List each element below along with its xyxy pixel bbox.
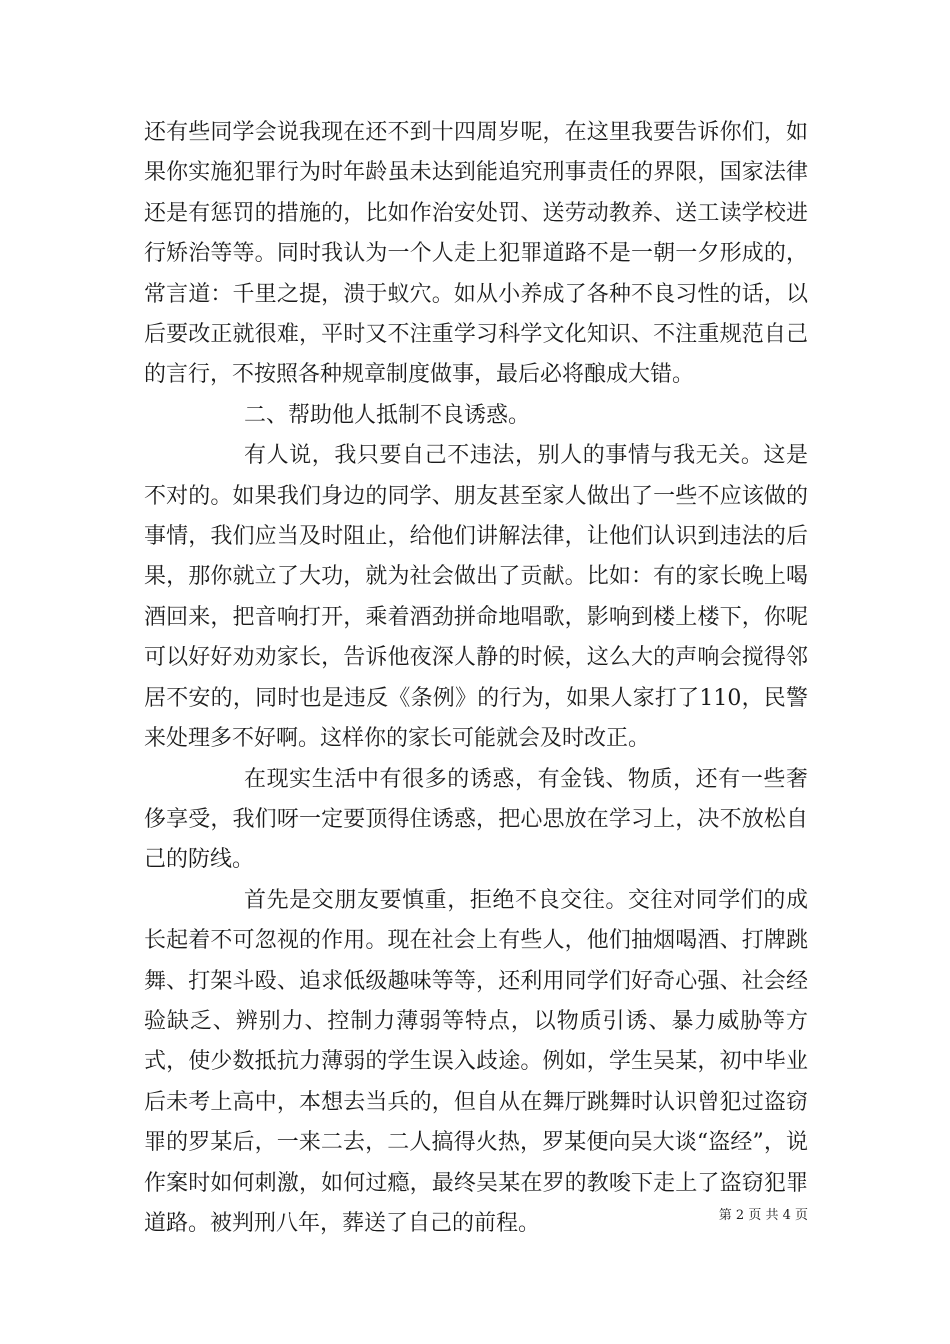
document-body (144, 113, 808, 1244)
page-number-footer: 第 2 页 共 4 页 (718, 1208, 808, 1223)
paragraph-4: 首先是交朋友要慎重，拒绝不良交往。交往对同学们的成长起着不可忽视的作用。现在社会上有些人，他们抽烟喝酒、打牌跳舞、打架斗殴、追求低级趣味等等，还利用同学们好奇心强、社会经验缺乏、辨别力、控制力薄弱等特点，以物质引诱、暴力威胁等方式，使少数抵抗力薄弱的学生误入歧途。例如，学生吴某，初中毕业后未考上高中，本想去当兵的，但自从在舞厅跳舞时认识曾犯过盗窃罪的罗某后，一来二去，二人搞得火热，罗某便向吴大谈“盗经”，说作案时如何刺激，如何过瘾，最终吴某在罗的教唆下走上了盗窃犯罪道路。被判刑八年，葬送了自己的前程。 (144, 887, 808, 1236)
paragraph-1: 还有些同学会说我现在还不到十四周岁呢，在这里我要告诉你们，如果你实施犯罪行为时年龄虽未达到能追究刑事责任的界限，国家法律还是有惩罚的措施的，比如作治安处罚、送劳动教养、送工读学校进行矫治等等。同时我认为一个人走上犯罪道路不是一朝一夕形成的，常言道：千里之提，溃于蚁穴。如从小养成了各种不良习性的话，以后要改正就很难，平时又不注重学习科学文化知识、不注重规范自己的言行，不按照各种规章制度做事，最后必将酿成大错。 (144, 120, 808, 388)
paragraph-2: 有人说，我只要自己不违法，别人的事情与我无关。这是不对的。如果我们身边的同学、朋友甚至家人做出了一些不应该做的事情，我们应当及时阻止，给他们讲解法律，让他们认识到违法的后果，那你就立了大功，就为社会做出了贡献。比如：有的家长晚上喝酒回来，把音响打开，乘着酒劲拼命地唱歌，影响到楼上楼下，你呢可以好好劝劝家长，告诉他夜深人静的时候，这么大的声响会搅得邻居不安的，同时也是违反《条例》的行为，如果人家打了110，民警来处理多不好啊。这样你的家长可能就会及时改正。 (144, 443, 808, 752)
section-heading: 二、帮助他人抵制不良诱惑。 (244, 402, 531, 428)
paragraph-3: 在现实生活中有很多的诱惑，有金钱、物质，还有一些奢侈享受，我们呀一定要顶得住诱惑，把心思放在学习上，决不放松自己的防线。 (144, 766, 808, 873)
